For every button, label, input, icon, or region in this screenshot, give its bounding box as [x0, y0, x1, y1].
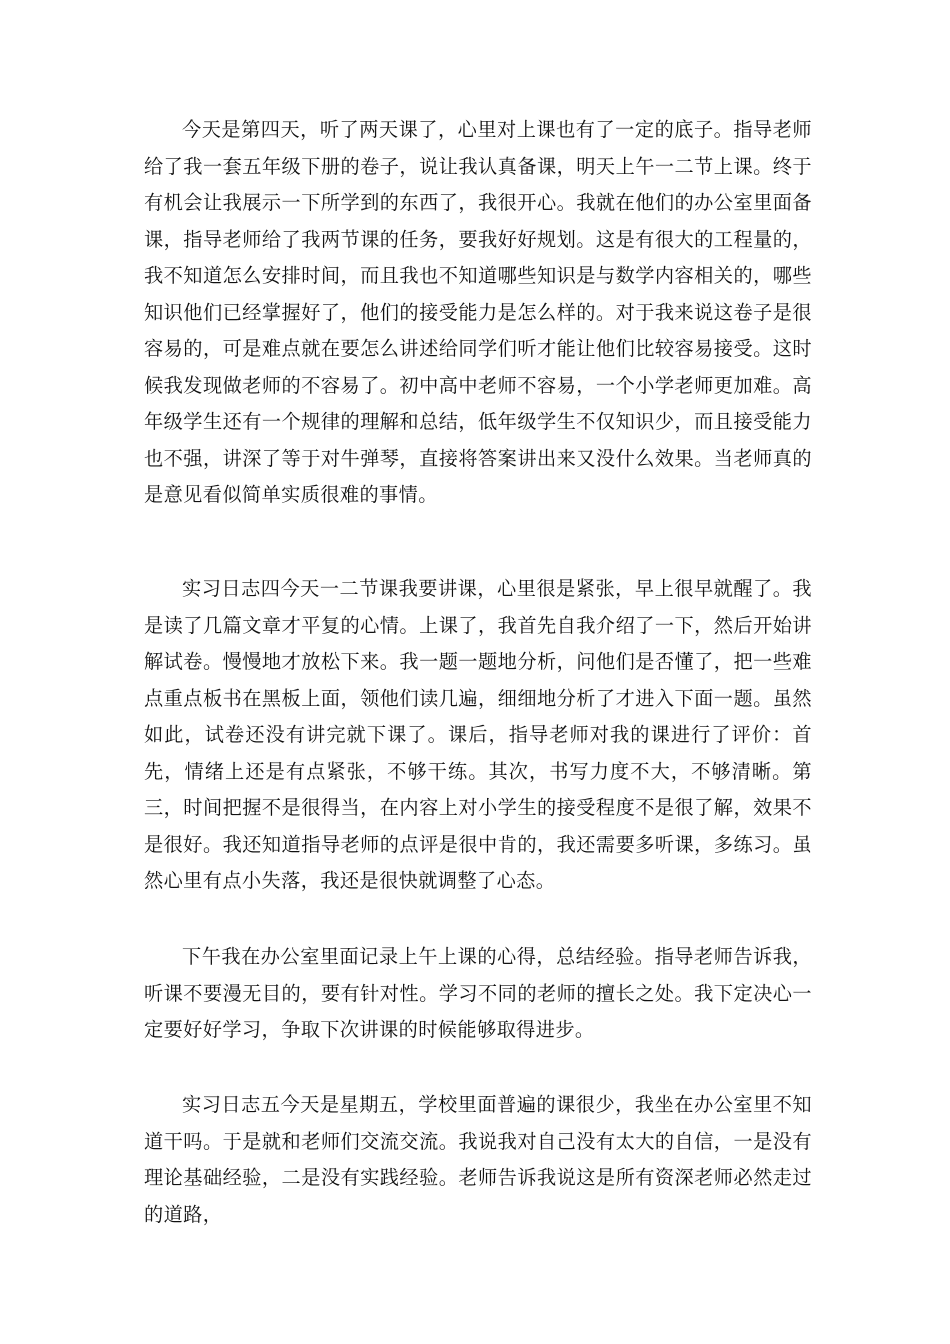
paragraph-day-four: 今天是第四天，听了两天课了，心里对上课也有了一定的底子。指导老师给了我一套五年级下册的卷子，说让我认真备课，明天上午一二节上课。终于有机会让我展示一下所学到的东西了，我很开心。我就在他们的办公室里面备课，指导老师给了我两节课的任务，要我好好规划。这是有很大的工程量的，我不知道怎么安排时间，而且我也不知道哪些知识是与数学内容相关的，哪些知识他们已经掌握好了，他们的接受能力是怎么样的。对于我来说这卷子是很容易的，可是难点就在要怎么讲述给同学们听才能让他们比较容易接受。这时候我发现做老师的不容易了。初中高中老师不容易，一个小学老师更加难。高年级学生还有一个规律的理解和总结，低年级学生不仅知识少，而且接受能力也不强，讲深了等于对牛弹琴，直接将答案讲出来又没什么效果。当老师真的是意见看似简单实质很难的事情。 [144, 118, 812, 506]
paragraph-log-five: 实习日志五今天是星期五，学校里面普遍的课很少，我坐在办公室里不知道干吗。于是就和老师们交流交流。我说我对自己没有太大的自信，一是没有理论基础经验，二是没有实践经验。老师告诉我说这是所有资深老师必然走过的道路， [144, 1093, 812, 1226]
paragraph-afternoon: 下午我在办公室里面记录上午上课的心得，总结经验。指导老师告诉我，听课不要漫无目的，要有针对性。学习不同的老师的擅长之处。我下定决心一定要好好学习，争取下次讲课的时候能够取得进步。 [144, 945, 812, 1041]
paragraph-log-four: 实习日志四今天一二节课我要讲课，心里很是紧张，早上很早就醒了。我是读了几篇文章才平复的心情。上课了，我首先自我介绍了一下，然后开始讲解试卷。慢慢地才放松下来。我一题一题地分析，问他们是否懂了，把一些难点重点板书在黑板上面，领他们读几遍，细细地分析了才进入下面一题。虽然如此，试卷还没有讲完就下课了。课后，指导老师对我的课进行了评价：首先，情绪上还是有点紧张，不够干练。其次，书写力度不大，不够清晰。第三，时间把握不是很得当，在内容上对小学生的接受程度不是很了解，效果不是很好。我还知道指导老师的点评是很中肯的，我还需要多听课，多练习。虽然心里有点小失落，我还是很快就调整了心态。 [144, 577, 812, 892]
